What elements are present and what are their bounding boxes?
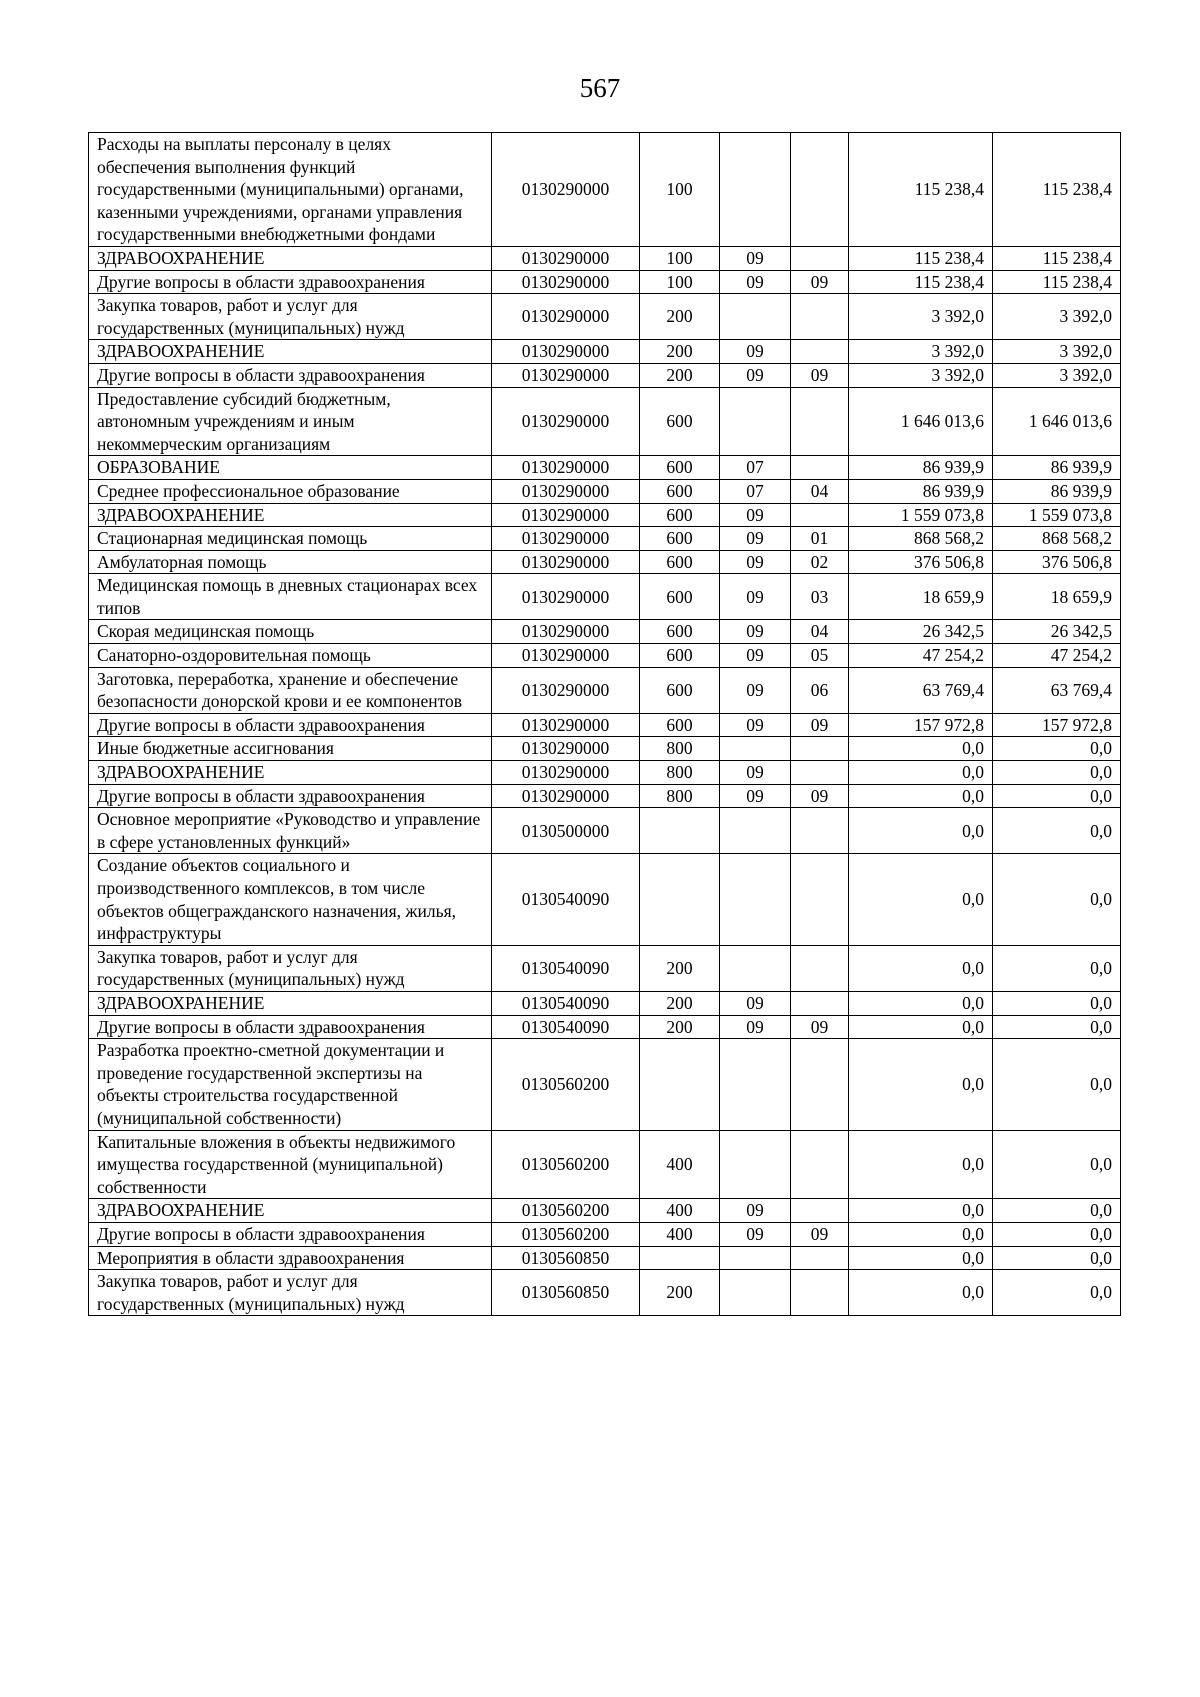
amount-year-1-cell: 86 939,9: [849, 456, 993, 480]
amount-year-2-cell: 1 646 013,6: [993, 387, 1121, 456]
amount-year-2-cell: 26 342,5: [993, 620, 1121, 644]
subsection-code-cell: [791, 1246, 849, 1270]
subsection-code-cell: [791, 761, 849, 785]
amount-year-2-cell: 0,0: [993, 1015, 1121, 1039]
subsection-code-cell: 09: [791, 270, 849, 294]
subsection-code-cell: [791, 1130, 849, 1199]
table-row: [89, 1246, 1121, 1270]
section-code-cell: 09: [720, 620, 791, 644]
amount-year-1-cell: 63 769,4: [849, 667, 993, 713]
expense-type-code-cell: 200: [640, 363, 720, 387]
expense-type-code-cell: 600: [640, 620, 720, 644]
subsection-code-cell: 02: [791, 550, 849, 574]
amount-year-1-cell: 0,0: [849, 1246, 993, 1270]
item-name-cell: Заготовка, переработка, хранение и обеспечение безопасности донорской крови и ее компонентов: [89, 667, 492, 713]
subsection-code-cell: [791, 340, 849, 364]
table-row: [89, 503, 1121, 527]
target-article-code-cell: 0130290000: [492, 620, 640, 644]
subsection-code-cell: 03: [791, 574, 849, 620]
item-name-cell: ЗДРАВООХРАНЕНИЕ: [89, 1199, 492, 1223]
expense-type-code-cell: 400: [640, 1199, 720, 1223]
amount-year-1-cell: 0,0: [849, 761, 993, 785]
item-name-cell: ЗДРАВООХРАНЕНИЕ: [89, 503, 492, 527]
amount-year-1-cell: 0,0: [849, 737, 993, 761]
table-row: [89, 294, 1121, 340]
subsection-code-cell: [791, 387, 849, 456]
section-code-cell: 09: [720, 1015, 791, 1039]
amount-year-1-cell: 868 568,2: [849, 527, 993, 551]
target-article-code-cell: 0130560200: [492, 1130, 640, 1199]
section-code-cell: [720, 387, 791, 456]
section-code-cell: 09: [720, 667, 791, 713]
expense-type-code-cell: 400: [640, 1222, 720, 1246]
subsection-code-cell: [791, 854, 849, 945]
item-name-cell: Предоставление субсидий бюджетным, автономным учреждениям и иным некоммерческим организациям: [89, 387, 492, 456]
amount-year-1-cell: 3 392,0: [849, 294, 993, 340]
item-name-cell: Другие вопросы в области здравоохранения: [89, 784, 492, 808]
amount-year-1-cell: 0,0: [849, 1199, 993, 1223]
page-number: 567: [579, 73, 621, 103]
amount-year-1-cell: 47 254,2: [849, 644, 993, 668]
amount-year-1-cell: 0,0: [849, 1222, 993, 1246]
item-name-cell: Закупка товаров, работ и услуг для государственных (муниципальных) нужд: [89, 945, 492, 991]
amount-year-1-cell: 18 659,9: [849, 574, 993, 620]
section-code-cell: 09: [720, 713, 791, 737]
section-code-cell: 07: [720, 479, 791, 503]
target-article-code-cell: 0130290000: [492, 644, 640, 668]
table-row: [89, 808, 1121, 854]
item-name-cell: Скорая медицинская помощь: [89, 620, 492, 644]
amount-year-1-cell: 0,0: [849, 945, 993, 991]
expense-type-code-cell: 600: [640, 644, 720, 668]
section-code-cell: 09: [720, 246, 791, 270]
subsection-code-cell: [791, 737, 849, 761]
expense-type-code-cell: [640, 1039, 720, 1130]
target-article-code-cell: 0130290000: [492, 133, 640, 247]
table-row: [89, 1199, 1121, 1223]
table-row: [89, 550, 1121, 574]
amount-year-2-cell: 86 939,9: [993, 479, 1121, 503]
amount-year-2-cell: 0,0: [993, 737, 1121, 761]
subsection-code-cell: [791, 246, 849, 270]
subsection-code-cell: [791, 1039, 849, 1130]
section-code-cell: [720, 945, 791, 991]
table-row: [89, 479, 1121, 503]
subsection-code-cell: [791, 991, 849, 1015]
expense-type-code-cell: [640, 1246, 720, 1270]
amount-year-2-cell: 0,0: [993, 761, 1121, 785]
amount-year-2-cell: 1 559 073,8: [993, 503, 1121, 527]
target-article-code-cell: 0130560200: [492, 1039, 640, 1130]
item-name-cell: Медицинская помощь в дневных стационарах всех типов: [89, 574, 492, 620]
amount-year-2-cell: 86 939,9: [993, 456, 1121, 480]
subsection-code-cell: 01: [791, 527, 849, 551]
target-article-code-cell: 0130540090: [492, 945, 640, 991]
target-article-code-cell: 0130290000: [492, 503, 640, 527]
item-name-cell: Мероприятия в области здравоохранения: [89, 1246, 492, 1270]
target-article-code-cell: 0130540090: [492, 1015, 640, 1039]
amount-year-2-cell: 0,0: [993, 854, 1121, 945]
table-row: [89, 737, 1121, 761]
expense-type-code-cell: 600: [640, 387, 720, 456]
section-code-cell: [720, 1130, 791, 1199]
section-code-cell: [720, 1246, 791, 1270]
amount-year-1-cell: 0,0: [849, 1039, 993, 1130]
section-code-cell: 09: [720, 1222, 791, 1246]
table-row: [89, 1130, 1121, 1199]
item-name-cell: Амбулаторная помощь: [89, 550, 492, 574]
table-row: [89, 991, 1121, 1015]
table-row: [89, 340, 1121, 364]
section-code-cell: [720, 133, 791, 247]
item-name-cell: Санаторно-оздоровительная помощь: [89, 644, 492, 668]
subsection-code-cell: 05: [791, 644, 849, 668]
section-code-cell: [720, 1039, 791, 1130]
target-article-code-cell: 0130290000: [492, 340, 640, 364]
section-code-cell: 09: [720, 550, 791, 574]
subsection-code-cell: 09: [791, 713, 849, 737]
item-name-cell: ЗДРАВООХРАНЕНИЕ: [89, 991, 492, 1015]
section-code-cell: [720, 737, 791, 761]
item-name-cell: Расходы на выплаты персоналу в целях обеспечения выполнения функций государственными (муниципальными) органами, казенными учреждениями, органами управления государственными внебюджетными фондами: [89, 133, 492, 247]
item-name-cell: Иные бюджетные ассигнования: [89, 737, 492, 761]
item-name-cell: Среднее профессиональное образование: [89, 479, 492, 503]
amount-year-2-cell: 157 972,8: [993, 713, 1121, 737]
table-row: [89, 387, 1121, 456]
item-name-cell: Основное мероприятие «Руководство и управление в сфере установленных функций»: [89, 808, 492, 854]
expense-type-code-cell: 200: [640, 1270, 720, 1316]
target-article-code-cell: 0130560850: [492, 1270, 640, 1316]
table-row: [89, 784, 1121, 808]
subsection-code-cell: [791, 1199, 849, 1223]
subsection-code-cell: [791, 294, 849, 340]
target-article-code-cell: 0130290000: [492, 456, 640, 480]
table-row: [89, 667, 1121, 713]
subsection-code-cell: [791, 1270, 849, 1316]
amount-year-2-cell: 0,0: [993, 1130, 1121, 1199]
target-article-code-cell: 0130290000: [492, 737, 640, 761]
item-name-cell: Другие вопросы в области здравоохранения: [89, 713, 492, 737]
item-name-cell: ЗДРАВООХРАНЕНИЕ: [89, 246, 492, 270]
amount-year-1-cell: 3 392,0: [849, 340, 993, 364]
target-article-code-cell: 0130560200: [492, 1222, 640, 1246]
amount-year-1-cell: 157 972,8: [849, 713, 993, 737]
target-article-code-cell: 0130290000: [492, 761, 640, 785]
section-code-cell: 09: [720, 574, 791, 620]
amount-year-2-cell: 63 769,4: [993, 667, 1121, 713]
subsection-code-cell: 09: [791, 1015, 849, 1039]
table-row: [89, 246, 1121, 270]
section-code-cell: 09: [720, 761, 791, 785]
subsection-code-cell: 04: [791, 620, 849, 644]
expense-type-code-cell: 600: [640, 456, 720, 480]
amount-year-2-cell: 376 506,8: [993, 550, 1121, 574]
target-article-code-cell: 0130290000: [492, 550, 640, 574]
amount-year-2-cell: 115 238,4: [993, 270, 1121, 294]
amount-year-1-cell: 26 342,5: [849, 620, 993, 644]
table-row: [89, 854, 1121, 945]
amount-year-2-cell: 0,0: [993, 1270, 1121, 1316]
target-article-code-cell: 0130290000: [492, 479, 640, 503]
budget-table: [88, 132, 1121, 1316]
section-code-cell: [720, 1270, 791, 1316]
expense-type-code-cell: 600: [640, 550, 720, 574]
amount-year-1-cell: 3 392,0: [849, 363, 993, 387]
item-name-cell: ОБРАЗОВАНИЕ: [89, 456, 492, 480]
item-name-cell: Другие вопросы в области здравоохранения: [89, 1015, 492, 1039]
item-name-cell: Стационарная медицинская помощь: [89, 527, 492, 551]
target-article-code-cell: 0130290000: [492, 246, 640, 270]
table-row: [89, 527, 1121, 551]
item-name-cell: Создание объектов социального и производственного комплексов, в том числе объектов общегражданского назначения, жилья, инфраструктуры: [89, 854, 492, 945]
expense-type-code-cell: [640, 854, 720, 945]
section-code-cell: 09: [720, 503, 791, 527]
amount-year-2-cell: 0,0: [993, 991, 1121, 1015]
section-code-cell: 09: [720, 527, 791, 551]
amount-year-1-cell: 115 238,4: [849, 246, 993, 270]
expense-type-code-cell: 200: [640, 294, 720, 340]
subsection-code-cell: [791, 133, 849, 247]
amount-year-2-cell: 115 238,4: [993, 133, 1121, 247]
target-article-code-cell: 0130290000: [492, 713, 640, 737]
amount-year-2-cell: 0,0: [993, 1199, 1121, 1223]
table-row: [89, 761, 1121, 785]
subsection-code-cell: [791, 808, 849, 854]
section-code-cell: [720, 808, 791, 854]
amount-year-1-cell: 86 939,9: [849, 479, 993, 503]
expense-type-code-cell: 200: [640, 340, 720, 364]
item-name-cell: Другие вопросы в области здравоохранения: [89, 1222, 492, 1246]
table-row: [89, 620, 1121, 644]
target-article-code-cell: 0130500000: [492, 808, 640, 854]
amount-year-2-cell: 868 568,2: [993, 527, 1121, 551]
target-article-code-cell: 0130290000: [492, 574, 640, 620]
table-row: [89, 713, 1121, 737]
amount-year-1-cell: 0,0: [849, 784, 993, 808]
expense-type-code-cell: 100: [640, 246, 720, 270]
table-row: [89, 1015, 1121, 1039]
target-article-code-cell: 0130290000: [492, 667, 640, 713]
amount-year-2-cell: 0,0: [993, 784, 1121, 808]
item-name-cell: Закупка товаров, работ и услуг для государственных (муниципальных) нужд: [89, 294, 492, 340]
target-article-code-cell: 0130290000: [492, 294, 640, 340]
subsection-code-cell: [791, 945, 849, 991]
amount-year-1-cell: 0,0: [849, 991, 993, 1015]
amount-year-2-cell: 3 392,0: [993, 363, 1121, 387]
expense-type-code-cell: 600: [640, 479, 720, 503]
expense-type-code-cell: 600: [640, 713, 720, 737]
subsection-code-cell: 04: [791, 479, 849, 503]
target-article-code-cell: 0130560200: [492, 1199, 640, 1223]
table-row: [89, 644, 1121, 668]
item-name-cell: Разработка проектно-сметной документации и проведение государственной экспертизы на объекты строительства государственной (муниципальной собственности): [89, 1039, 492, 1130]
subsection-code-cell: [791, 456, 849, 480]
table-row: [89, 1039, 1121, 1130]
item-name-cell: ЗДРАВООХРАНЕНИЕ: [89, 761, 492, 785]
item-name-cell: Капитальные вложения в объекты недвижимого имущества государственной (муниципальной) собственности: [89, 1130, 492, 1199]
amount-year-2-cell: 3 392,0: [993, 294, 1121, 340]
target-article-code-cell: 0130560850: [492, 1246, 640, 1270]
item-name-cell: Другие вопросы в области здравоохранения: [89, 363, 492, 387]
amount-year-1-cell: 0,0: [849, 854, 993, 945]
section-code-cell: [720, 854, 791, 945]
amount-year-1-cell: 0,0: [849, 1270, 993, 1316]
amount-year-1-cell: 0,0: [849, 1015, 993, 1039]
amount-year-1-cell: 115 238,4: [849, 270, 993, 294]
table-row: [89, 1270, 1121, 1316]
section-code-cell: 09: [720, 270, 791, 294]
subsection-code-cell: [791, 503, 849, 527]
expense-type-code-cell: 600: [640, 503, 720, 527]
item-name-cell: Закупка товаров, работ и услуг для государственных (муниципальных) нужд: [89, 1270, 492, 1316]
target-article-code-cell: 0130290000: [492, 387, 640, 456]
amount-year-1-cell: 1 646 013,6: [849, 387, 993, 456]
expense-type-code-cell: 800: [640, 737, 720, 761]
target-article-code-cell: 0130290000: [492, 363, 640, 387]
section-code-cell: 07: [720, 456, 791, 480]
section-code-cell: 09: [720, 363, 791, 387]
amount-year-2-cell: 0,0: [993, 808, 1121, 854]
expense-type-code-cell: 200: [640, 945, 720, 991]
section-code-cell: 09: [720, 644, 791, 668]
expense-type-code-cell: 400: [640, 1130, 720, 1199]
amount-year-2-cell: 0,0: [993, 1039, 1121, 1130]
section-code-cell: 09: [720, 991, 791, 1015]
item-name-cell: ЗДРАВООХРАНЕНИЕ: [89, 340, 492, 364]
budget-table-body: [89, 133, 1121, 1316]
subsection-code-cell: 09: [791, 784, 849, 808]
table-row: [89, 363, 1121, 387]
target-article-code-cell: 0130540090: [492, 854, 640, 945]
target-article-code-cell: 0130540090: [492, 991, 640, 1015]
amount-year-2-cell: 3 392,0: [993, 340, 1121, 364]
amount-year-2-cell: 47 254,2: [993, 644, 1121, 668]
amount-year-1-cell: 115 238,4: [849, 133, 993, 247]
section-code-cell: [720, 294, 791, 340]
table-row: [89, 574, 1121, 620]
expense-type-code-cell: 800: [640, 784, 720, 808]
expense-type-code-cell: 600: [640, 574, 720, 620]
item-name-cell: Другие вопросы в области здравоохранения: [89, 270, 492, 294]
expense-type-code-cell: 600: [640, 527, 720, 551]
expense-type-code-cell: 200: [640, 1015, 720, 1039]
amount-year-1-cell: 376 506,8: [849, 550, 993, 574]
expense-type-code-cell: 200: [640, 991, 720, 1015]
section-code-cell: 09: [720, 1199, 791, 1223]
amount-year-2-cell: 0,0: [993, 945, 1121, 991]
subsection-code-cell: 09: [791, 1222, 849, 1246]
table-row: [89, 945, 1121, 991]
section-code-cell: 09: [720, 340, 791, 364]
target-article-code-cell: 0130290000: [492, 784, 640, 808]
amount-year-2-cell: 18 659,9: [993, 574, 1121, 620]
expense-type-code-cell: [640, 808, 720, 854]
amount-year-1-cell: 1 559 073,8: [849, 503, 993, 527]
expense-type-code-cell: 100: [640, 133, 720, 247]
amount-year-1-cell: 0,0: [849, 1130, 993, 1199]
expense-type-code-cell: 800: [640, 761, 720, 785]
target-article-code-cell: 0130290000: [492, 270, 640, 294]
expense-type-code-cell: 600: [640, 667, 720, 713]
target-article-code-cell: 0130290000: [492, 527, 640, 551]
section-code-cell: 09: [720, 784, 791, 808]
table-row: [89, 456, 1121, 480]
subsection-code-cell: 06: [791, 667, 849, 713]
table-row: [89, 133, 1121, 247]
amount-year-2-cell: 115 238,4: [993, 246, 1121, 270]
expense-type-code-cell: 100: [640, 270, 720, 294]
amount-year-2-cell: 0,0: [993, 1222, 1121, 1246]
table-row: [89, 1222, 1121, 1246]
subsection-code-cell: 09: [791, 363, 849, 387]
amount-year-2-cell: 0,0: [993, 1246, 1121, 1270]
amount-year-1-cell: 0,0: [849, 808, 993, 854]
table-row: [89, 270, 1121, 294]
